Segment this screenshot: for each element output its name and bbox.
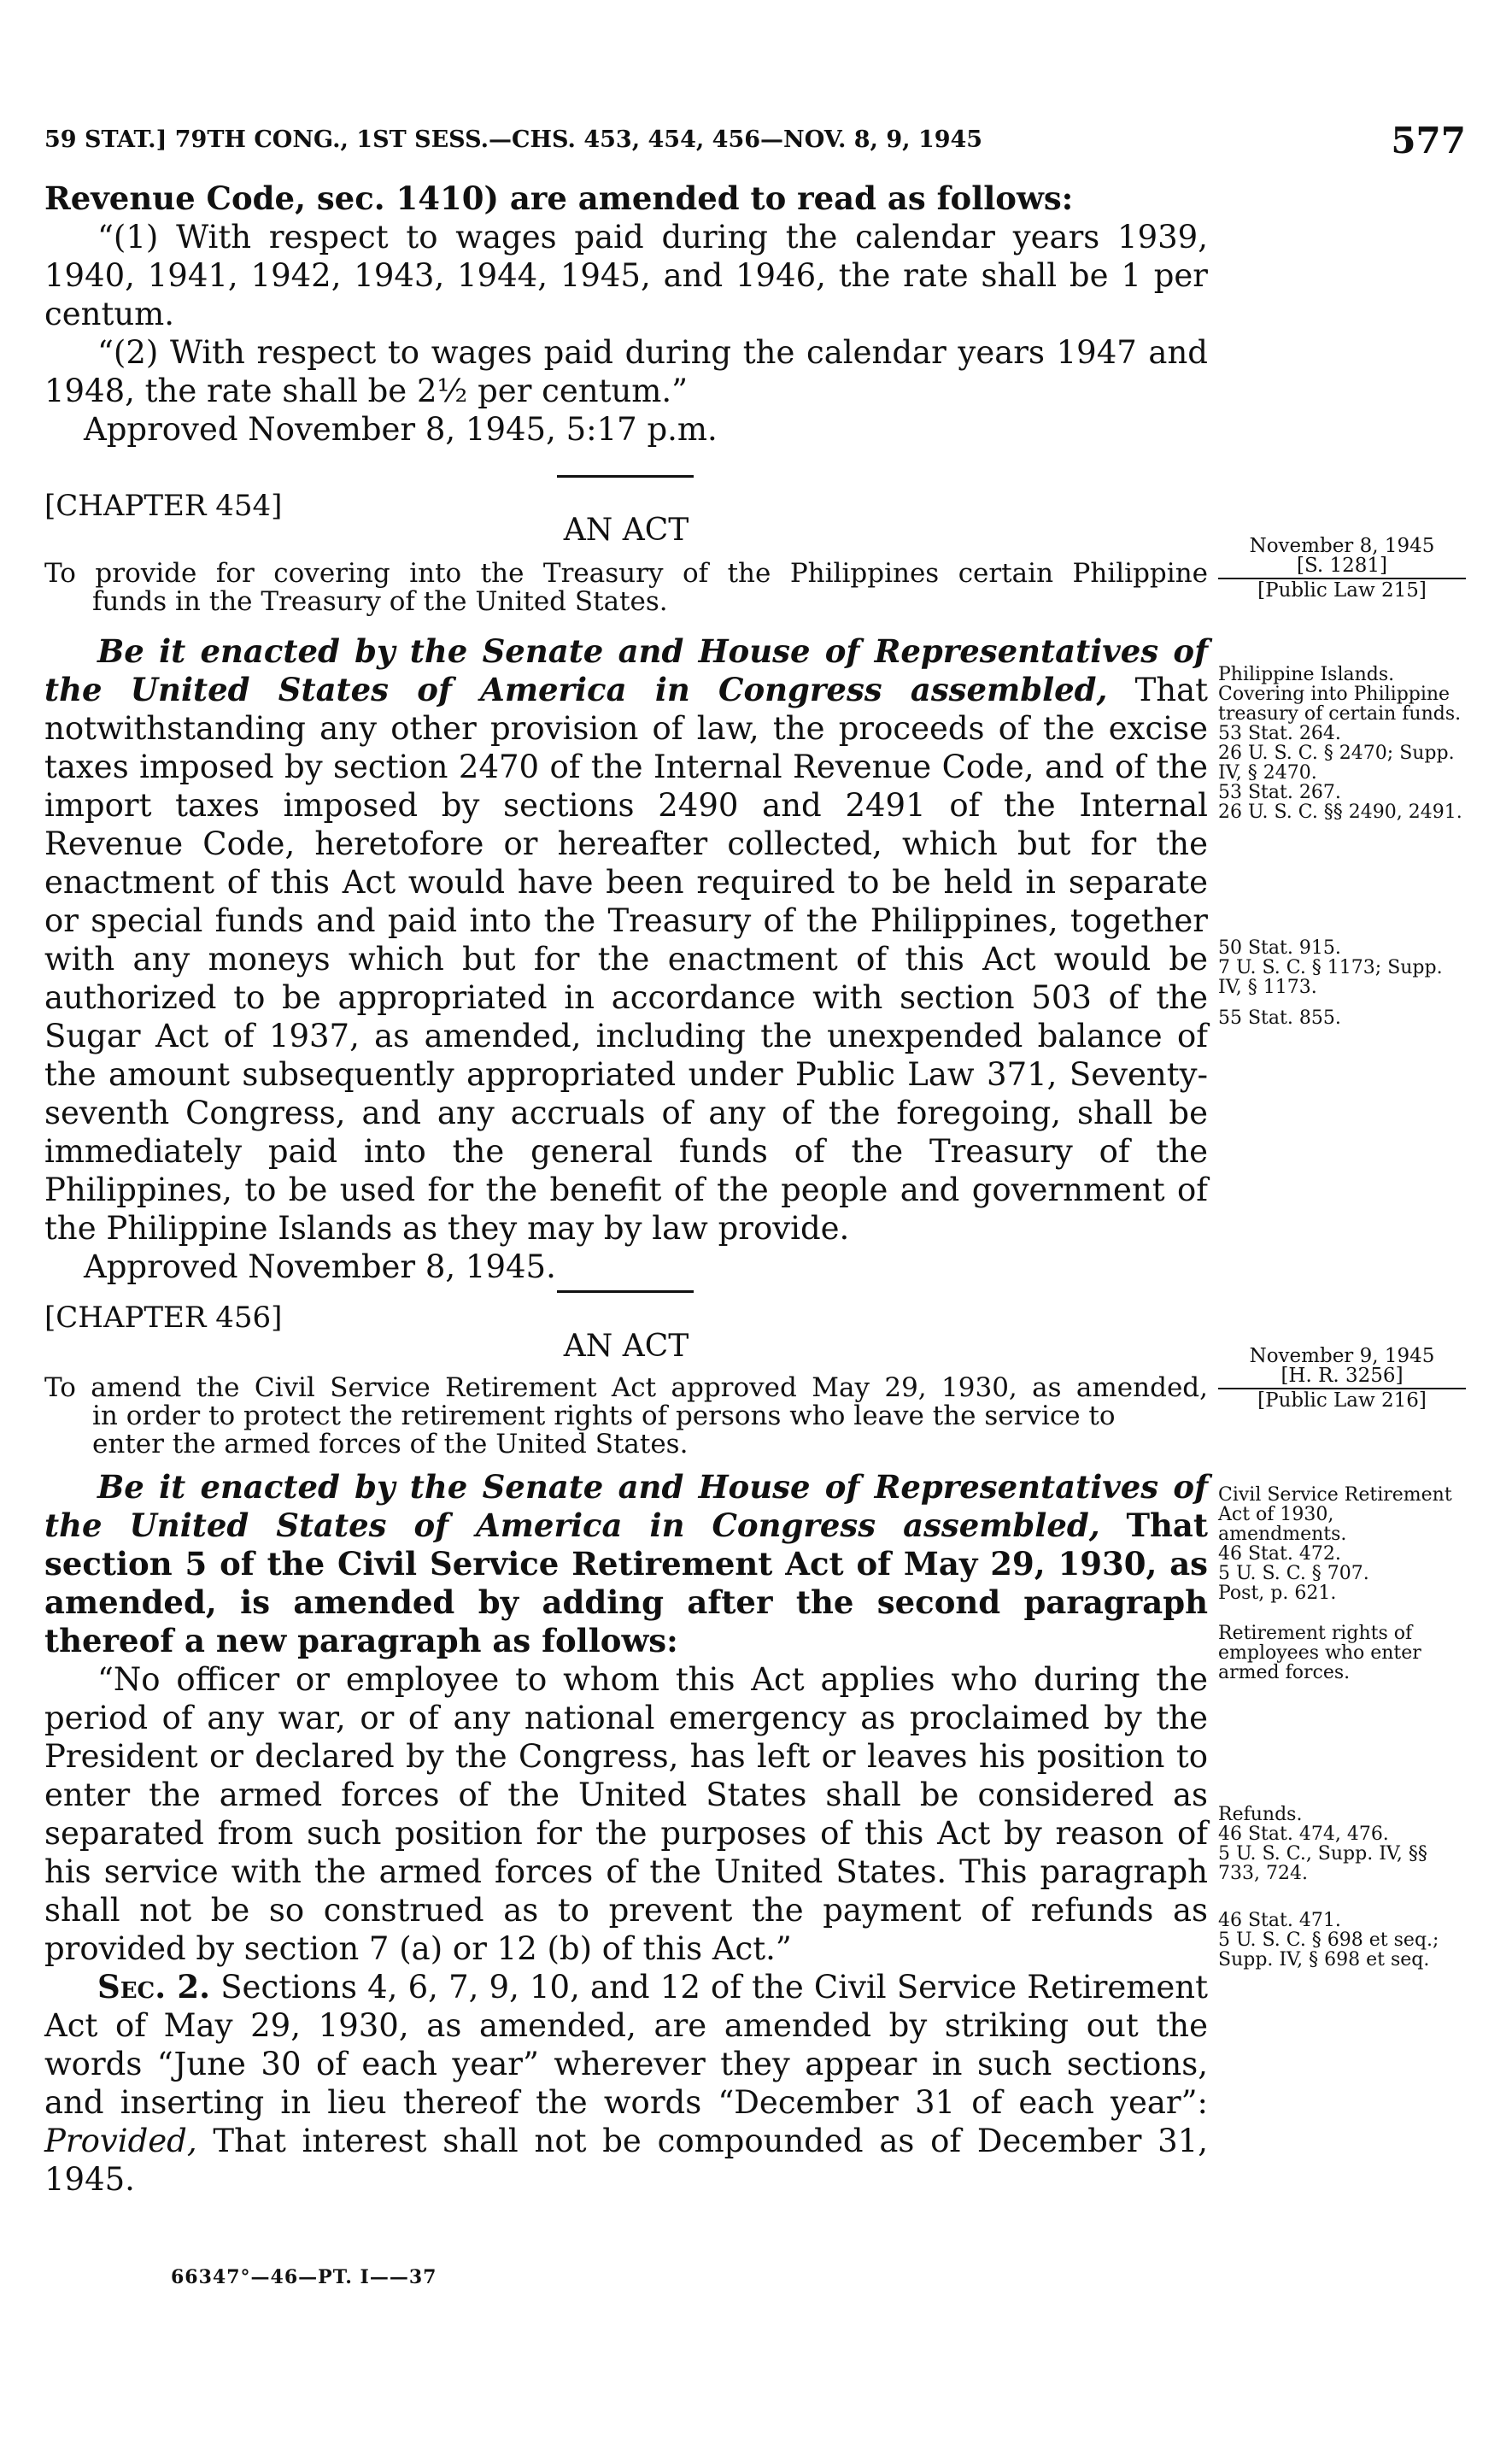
proviso-label: Provided, — [44, 2123, 197, 2159]
side-note: 5 U. S. C. § 698 et seq.; Supp. IV, § 698 et seq. — [1218, 1929, 1439, 1970]
side-notes — [1218, 1624, 1466, 1683]
body-text: That notwithstanding any other provision of law, the proceeds of the excise taxes imposed by section 2470 of the Internal Revenue Code, and of the import taxes imposed by sections 2490 and 2491 of the Internal Revenue Code, heretofore or hereafter collected, which but for the enactment of this Act would have been required to be held in separate or special funds and paid into the Treasury of the Philippines, together with any moneys which but for the enactment of this Act would be authorized to be appropriated in accordance with section 503 of the Sugar Act of 1937, as amended, including the unexpended balance of the amount subsequently appropriated under Public Law 371, Seventy-seventh Congress, and any accruals of any of the foregoing, shall be immediately paid into the general funds of the Treasury of the Philippines, to be used for the benefit of the people and government of the Philippine Islands as they may by law provide. — [44, 672, 1208, 1247]
side-note: 46 Stat. 474, 476. — [1218, 1824, 1389, 1845]
running-header — [44, 120, 1466, 171]
margin-bill-number: [H. R. 3256] — [1218, 1366, 1466, 1389]
act-heading: AN ACT — [563, 1329, 689, 1364]
side-note: 5 U. S. C., Supp. IV, §§ 733, 724. — [1218, 1843, 1427, 1884]
side-notes — [1218, 1911, 1466, 1970]
side-note: Post, p. 621. — [1218, 1583, 1337, 1604]
chapter-heading: [CHAPTER 456] — [44, 1301, 283, 1335]
chapter-453-tail — [44, 179, 1208, 449]
side-note: 46 Stat. 471. — [1218, 1910, 1341, 1931]
side-notes — [1218, 938, 1466, 997]
page-number: 577 — [1391, 120, 1466, 162]
act-heading: AN ACT — [563, 513, 689, 548]
side-note: Philippine Islands. — [1218, 664, 1395, 685]
chapter-454-body — [44, 632, 1208, 1286]
quoted-paragraph: “No officer or employee to whom this Act applies who during the period of any war, or of any national emergency as proclaimed by the President or declared by the Congress, has left or leaves his position to enter the armed forces of the United States shall be considered as separated from such position for the purposes of this Act by reason of his service with the armed forces of the United States. This paragraph shall not be so construed as to prevent the payment of refunds as provided by section 7 (a) or 12 (b) of this Act.” — [44, 1661, 1208, 1967]
side-note: 50 Stat. 915. — [1218, 937, 1341, 959]
side-notes — [1218, 665, 1466, 822]
act-title-line: in order to protect the retirement rights of persons who leave the service to — [92, 1401, 1116, 1431]
side-note: 26 U. S. C. § 2470; Supp. IV, § 2470. — [1218, 743, 1455, 784]
side-note: 53 Stat. 264. — [1218, 723, 1341, 744]
act-title-line: To amend the Civil Service Retirement Act approved May 29, 1930, as amended, — [44, 1372, 1208, 1403]
section-rule — [557, 475, 694, 478]
body-text: That section 5 of the Civil Service Retirement Act of May 29, 1930, as amended, is amended by adding after the second paragraph thereof a new paragraph as follows: — [44, 1506, 1208, 1659]
section-label: Sec. 2. — [97, 1968, 211, 2006]
margin-citation — [1218, 537, 1466, 601]
margin-date: November 8, 1945 — [1249, 535, 1435, 557]
margin-date: November 9, 1945 — [1249, 1345, 1435, 1367]
rate-paragraph-1: “(1) With respect to wages paid during the calendar years 1939, 1940, 1941, 1942, 1943, 1944, 1945, and 1946, the rate shall be 1 per centum. — [44, 219, 1208, 332]
act-title-line: To provide for covering into the Treasury of the Philippines certain Philippine — [44, 558, 1208, 589]
side-note: Civil Service Retirement Act of 1930, amendments. — [1218, 1484, 1452, 1545]
act-title — [44, 1374, 1208, 1459]
side-note: 7 U. S. C. § 1173; Supp. IV, § 1173. — [1218, 957, 1443, 998]
continuation-line: Revenue Code, sec. 1410) are amended to read as follows: — [44, 179, 1074, 217]
side-note: 55 Stat. 855. — [1218, 1007, 1341, 1029]
printer-signature: 66347°—46—PT. I——37 — [171, 2266, 437, 2288]
side-note: Covering into Philippine treasury of certain funds. — [1218, 684, 1462, 725]
chapter-456-body — [44, 1468, 1208, 2199]
approval-line: Approved November 8, 1945, 5:17 p.m. — [84, 411, 718, 448]
act-title — [44, 560, 1208, 616]
enacting-clause: Be it enacted by the Senate and House of Representatives of the United States of America in Congress assembled, — [44, 632, 1208, 708]
margin-bill-number: [S. 1281] — [1218, 556, 1466, 579]
rate-paragraph-2: “(2) With respect to wages paid during the calendar years 1947 and 1948, the rate shall be 2½ per centum.” — [44, 334, 1208, 409]
act-title-line: enter the armed forces of the United States. — [92, 1429, 689, 1459]
side-notes — [1218, 1485, 1466, 1603]
body-text: Sections 4, 6, 7, 9, 10, and 12 of the Civil Service Retirement Act of May 29, 1930, as amended, are amended by striking out the words “June 30 of each year” wherever they appear in such sections, and inserting in lieu thereof the words “December 31 of each year”: — [44, 1969, 1208, 2121]
enacting-clause: Be it enacted by the Senate and House of Representatives of the United States of America in Congress assembled, — [44, 1468, 1208, 1544]
margin-citation — [1218, 1347, 1466, 1411]
side-note: 46 Stat. 472. — [1218, 1543, 1341, 1565]
side-notes — [1218, 1805, 1466, 1883]
side-note: 5 U. S. C. § 707. — [1218, 1563, 1369, 1584]
body-text: That interest shall not be compounded as of December 31, 1945. — [44, 2123, 1208, 2198]
side-note: 26 U. S. C. §§ 2490, 2491. — [1218, 802, 1462, 823]
margin-public-law: [Public Law 216] — [1257, 1389, 1427, 1412]
side-note: 53 Stat. 267. — [1218, 782, 1341, 803]
act-title-line: funds in the Treasury of the United States. — [92, 586, 668, 617]
margin-public-law: [Public Law 215] — [1257, 579, 1427, 602]
header-citation: 59 STAT.] 79TH CONG., 1ST SESS.—CHS. 453, 454, 456—NOV. 8, 9, 1945 — [44, 126, 983, 153]
side-note: Retirement rights of employees who enter armed forces. — [1218, 1623, 1421, 1683]
approval-line: Approved November 8, 1945. — [84, 1248, 556, 1285]
side-note: Refunds. — [1218, 1804, 1303, 1825]
chapter-heading: [CHAPTER 454] — [44, 489, 283, 523]
section-rule — [557, 1290, 694, 1293]
side-notes — [1218, 1008, 1466, 1028]
